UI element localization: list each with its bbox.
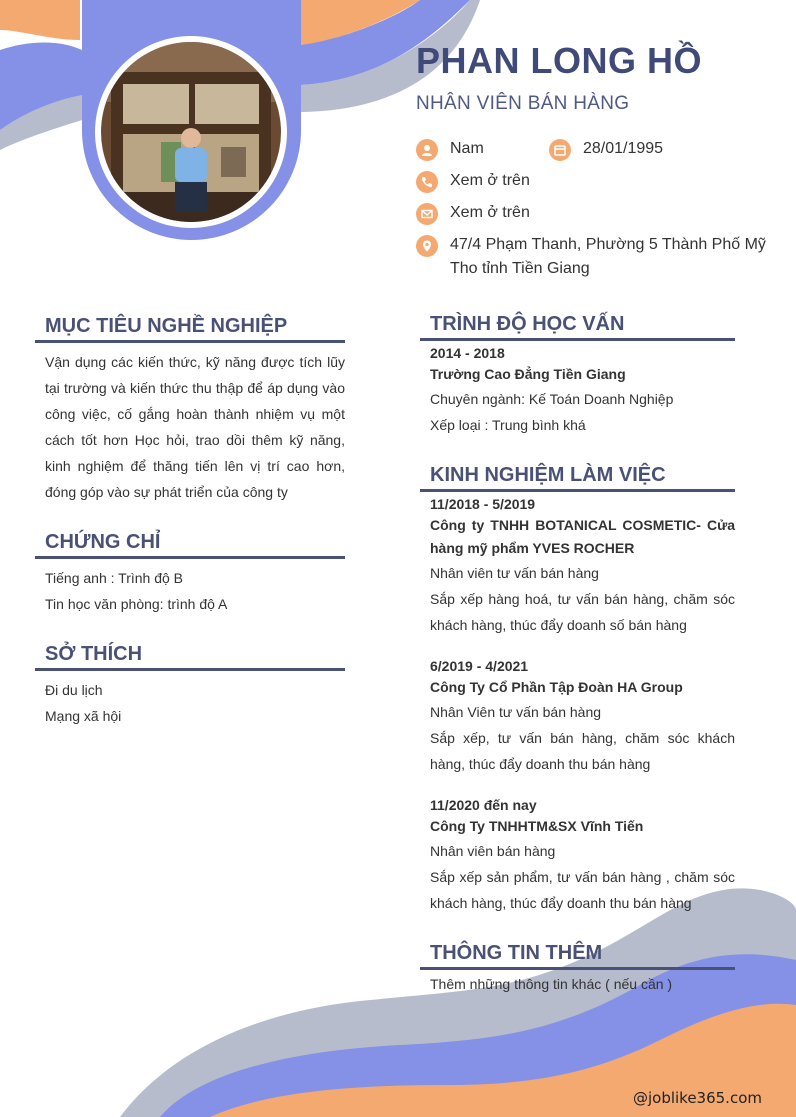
- watermark: @joblike365.com: [632, 1089, 762, 1107]
- profile-photo: [101, 42, 281, 222]
- address-line-1: 47/4 Phạm Thanh, Phường 5 Thành Phố Mỹ: [450, 236, 766, 253]
- objective-section: [45, 349, 345, 505]
- hobby-item: Đi du lịch: [45, 682, 103, 698]
- job-title: NHÂN VIÊN BÁN HÀNG: [416, 93, 630, 114]
- job-entry: [430, 494, 735, 638]
- location-icon: [416, 235, 438, 257]
- hobby-item: Mạng xã hội: [45, 708, 122, 724]
- job-entry: [430, 795, 735, 916]
- contact-email: [416, 204, 530, 225]
- job-position: Nhân viên bán hàng: [430, 843, 556, 859]
- job-period: 11/2018 - 5/2019: [430, 496, 536, 512]
- calendar-icon: [549, 139, 571, 161]
- address-value: [450, 233, 766, 281]
- contact-address: [416, 236, 766, 281]
- education-school: Trường Cao Đẳng Tiền Giang: [430, 366, 626, 382]
- certificates-list: [45, 565, 345, 617]
- education-section: [430, 343, 735, 438]
- education-grade: Xếp loại : Trung bình khá: [430, 417, 586, 433]
- extra-info-section: [430, 971, 735, 997]
- job-company: Công ty TNHH BOTANICAL COSMETIC- Cửa hàng mỹ phẩm YVES ROCHER: [430, 517, 735, 556]
- job-description: Sắp xếp sản phẩm, tư vấn bán hàng , chăm sóc khách hàng, thúc đẩy doanh thu bán hàng: [430, 869, 735, 911]
- certificate-item: Tin học văn phòng: trình độ A: [45, 596, 228, 612]
- job-entry: [430, 656, 735, 777]
- job-description: Sắp xếp hàng hoá, tư vấn bán hàng, chăm sóc khách hàng, thúc đẩy doanh số bán hàng: [430, 591, 735, 633]
- education-period: 2014 - 2018: [430, 345, 505, 361]
- address-line-2: Tho tỉnh Tiền Giang: [450, 260, 590, 277]
- education-heading: TRÌNH ĐỘ HỌC VẤN: [420, 311, 735, 341]
- contact-phone: [416, 172, 530, 193]
- objective-heading: MỤC TIÊU NGHỀ NGHIỆP: [35, 313, 345, 343]
- education-major: Chuyên ngành: Kế Toán Doanh Nghiệp: [430, 391, 674, 407]
- experience-heading: KINH NGHIỆM LÀM VIỆC: [420, 462, 735, 492]
- job-period: 11/2020 đến nay: [430, 797, 537, 813]
- job-company: Công Ty Cổ Phần Tập Đoàn HA Group: [430, 679, 683, 695]
- phone-icon: [416, 171, 438, 193]
- hobbies-list: [45, 677, 345, 729]
- job-position: Nhân Viên tư vấn bán hàng: [430, 704, 602, 720]
- job-position: Nhân viên tư vấn bán hàng: [430, 565, 599, 581]
- certificate-item: Tiếng anh : Trình độ B: [45, 570, 184, 586]
- phone-value: Xem ở trên: [450, 172, 530, 189]
- gender-value: Nam: [450, 140, 484, 157]
- objective-text: Vận dụng các kiến thức, kỹ năng được tích lũy tại trường và kiến thức thu thập để áp dụng vào công việc, cố gắng hoàn thành nhiệm vụ một cách tốt hơn Học hỏi, trao dồi thêm kỹ năng, kinh nghiệm để thăng tiến lên vị trí cao hơn, đóng góp vào sự phát triển của công ty: [45, 354, 345, 500]
- extra-info-heading: THÔNG TIN THÊM: [420, 940, 735, 970]
- job-company: Công Ty TNHHTM&SX Vĩnh Tiến: [430, 818, 644, 834]
- extra-info-text: Thêm những thông tin khác ( nếu cần ): [430, 976, 673, 992]
- contact-birthdate: [549, 140, 663, 161]
- email-value: Xem ở trên: [450, 204, 530, 221]
- birthdate-value: 28/01/1995: [583, 140, 664, 157]
- contact-gender: [416, 140, 484, 161]
- mail-icon: [416, 203, 438, 225]
- job-period: 6/2019 - 4/2021: [430, 658, 529, 674]
- candidate-name: PHAN LONG HỒ: [416, 40, 703, 81]
- job-description: Sắp xếp, tư vấn bán hàng, chăm sóc khách hàng, thúc đẩy doanh thu bán hàng: [430, 730, 735, 772]
- hobbies-heading: SỞ THÍCH: [35, 641, 345, 671]
- certificates-heading: CHỨNG CHỈ: [35, 529, 345, 559]
- user-icon: [416, 139, 438, 161]
